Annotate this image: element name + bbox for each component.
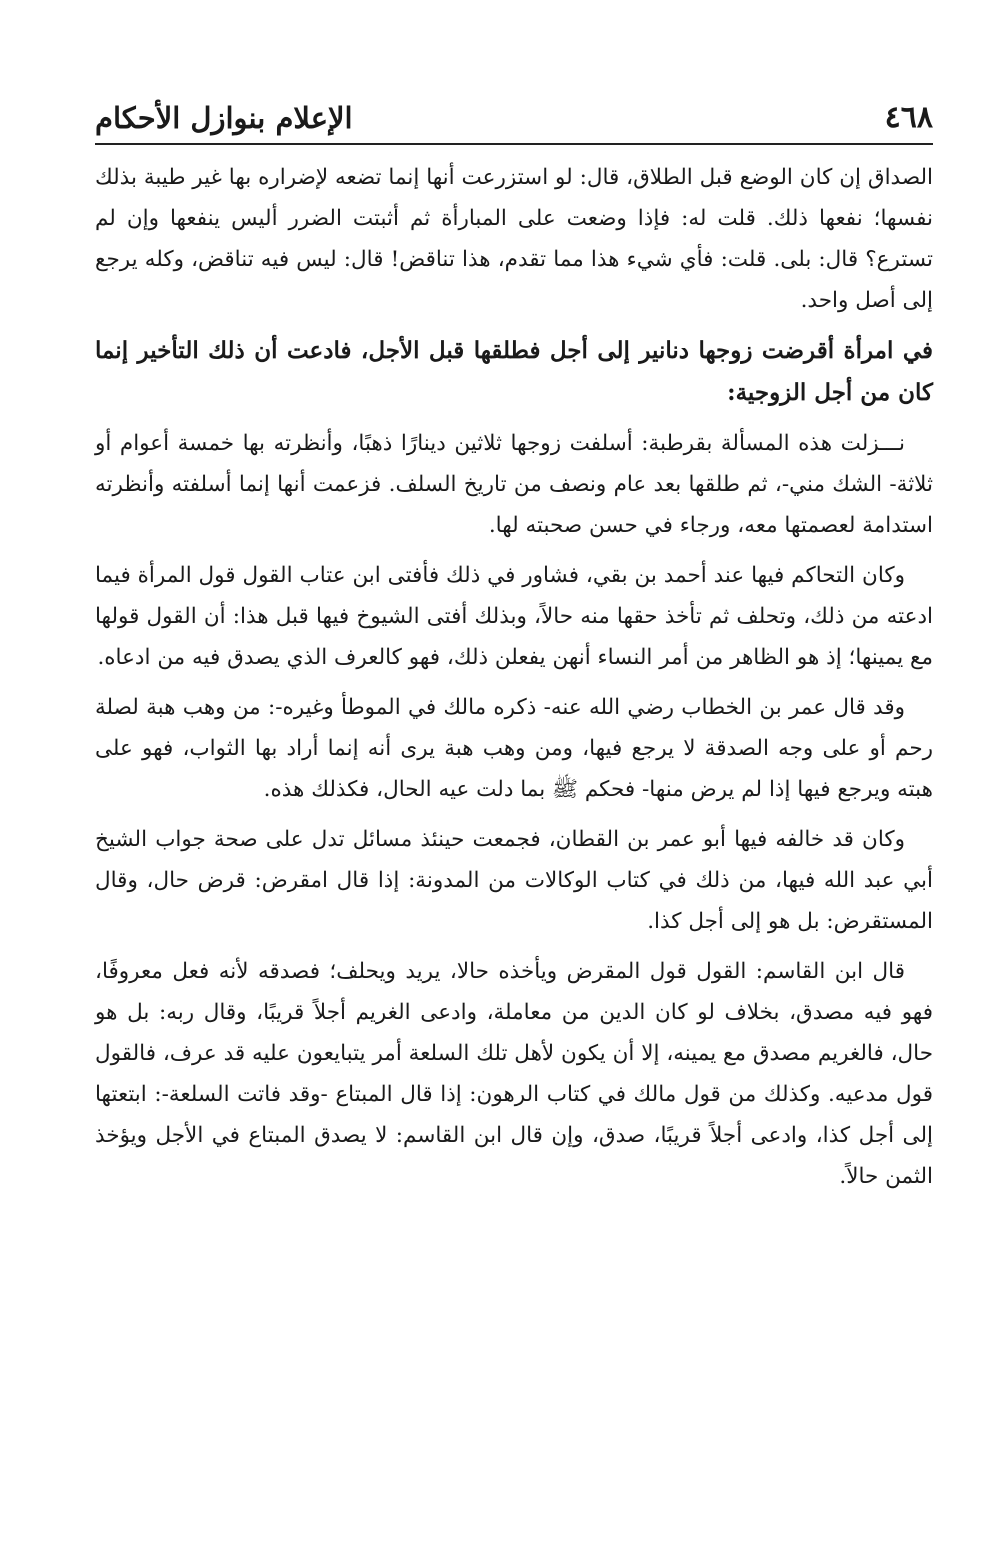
page-header: [95, 85, 933, 145]
paragraph-3: وكان التحاكم فيها عند أحمد بن بقي، فشاور في ذلك فأفتى ابن عتاب القول قول المرأة فيما ادعته من ذلك، وتحلف ثم تأخذ حقها منه حالاً، وبذلك أفتى الشيوخ فيها قبل هذا: أن القول قولها مع يمينها؛ إذ هو الظاهر من أمر النساء أنهن يفعلن ذلك، فهو كالعرف الذي يصدق فيه من ادعاه.: [95, 563, 933, 670]
page-body: [95, 157, 933, 1197]
running-title: الإعلام بنوازل الأحكام: [95, 101, 353, 135]
book-page: [95, 85, 933, 1505]
section-heading: في امرأة أقرضت زوجها دنانير إلى أجل فطلقها قبل الأجل، فادعت أن ذلك التأخير إنما كان من أجل الزوجية:: [95, 337, 933, 406]
page-number: ٤٦٨: [884, 100, 933, 135]
paragraph-2: نـــزلت هذه المسألة بقرطبة: أسلفت زوجها ثلاثين دينارًا ذهبًا، وأنظرته بها خمسة أعوام أو ثلاثة- الشك مني-، ثم طلقها بعد عام ونصف من تاريخ السلف. فزعمت أنها إنما أسلفته وأنظرته استدامة لعصمتها معه، ورجاء في حسن صحبته لها.: [95, 431, 933, 538]
paragraph-1: الصداق إن كان الوضع قبل الطلاق، قال: لو استزرعت أنها إنما تضعه لإضراره بها غير طيبة بذلك نفسها؛ نفعها ذلك. قلت له: فإذا وضعت على المبارأة ثم أثبتت الضرر أليس ينفعها وإن لم تسترع؟ قال: بلى. قلت: فأي شيء هذا مما تقدم، هذا تناقض! قال: ليس فيه تناقض، وكله يرجع إلى أصل واحد.: [95, 165, 933, 313]
header-rule: [95, 143, 933, 145]
paragraph-4: وقد قال عمر بن الخطاب رضي الله عنه- ذكره مالك في الموطأ وغيره-: من وهب هبة لصلة رحم أو على وجه الصدقة لا يرجع فيها، ومن وهب هبة يرى أنه إنما أراد بها الثواب، فهو على هبته ويرجع فيها إذا لم يرض منها- فحكم ﷺ بما دلت عيه الحال، فكذلك هذه.: [95, 695, 933, 802]
paragraph-5: وكان قد خالفه فيها أبو عمر بن القطان، فجمعت حينئذ مسائل تدل على صحة جواب الشيخ أبي عبد الله فيها، من ذلك في كتاب الوكالات من المدونة: إذا قال امقرض: قرض حال، وقال المستقرض: بل هو إلى أجل كذا.: [95, 827, 933, 934]
paragraph-6: قال ابن القاسم: القول قول المقرض ويأخذه حالا، يريد ويحلف؛ فصدقه لأنه فعل معروفًا، فهو فيه مصدق، بخلاف لو كان الدين من معاملة، وادعى الغريم أجلاً قريبًا، وقال ربه: بل هو حال، فالغريم مصدق مع يمينه، إلا أن يكون لأهل تلك السلعة أمر يتبايعون عليه قد عرف، فالقول قول مدعيه. وكذلك من قول مالك في كتاب الرهون: إذا قال المبتاع -وقد فاتت السلعة-: ابتعتها إلى أجل كذا، وادعى أجلاً قريبًا، صدق، وإن قال ابن القاسم: لا يصدق المبتاع في الأجل ويؤخذ الثمن حالاً.: [95, 959, 933, 1189]
